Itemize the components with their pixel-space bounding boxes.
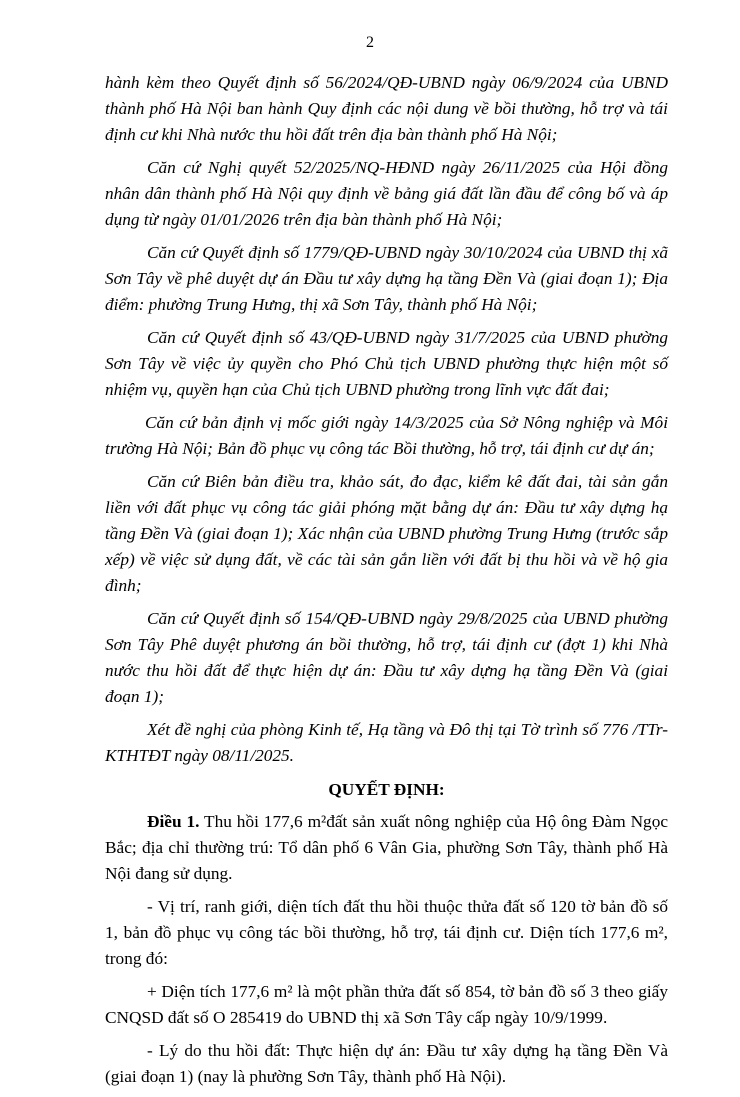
article-1-label: Điều 1. [147,812,200,831]
basis-paragraph-boundary-map: Căn cứ bản định vị mốc giới ngày 14/3/2025 của Sở Nông nghiệp và Môi trường Hà Nội; Bản đồ phục vụ công tác Bồi thường, hỗ trợ, tái định cư dự án; [105,413,668,458]
basis-paragraph-decision-43: Căn cứ Quyết định số 43/QĐ-UBND ngày 31/7/2025 của UBND phường Sơn Tây về việc ủy quyền cho Phó Chủ tịch UBND phường thực hiện một số nhiệm vụ, quyền hạn của Chủ tịch UBND phường trong lĩnh vực đất đai; [105,328,668,399]
article-1-text: Thu hồi 177,6 m²đất sản xuất nông nghiệp của Hộ ông Đàm Ngọc Bắc; địa chỉ thường trú: Tổ dân phố 6 Vân Gia, phường Sơn Tây, thành phố Hà Nội đang sử dụng. [105,812,669,883]
detail-reason: - Lý do thu hồi đất: Thực hiện dự án: Đầu tư xây dựng hạ tầng Đền Và (giai đoạn 1) (nay là phường Sơn Tây, thành phố Hà Nội). [105,1041,668,1086]
detail-location: - Vị trí, ranh giới, diện tích đất thu hồi thuộc thửa đất số 120 tờ bản đồ số 1, bản đồ phục vụ công tác bồi thường, hỗ trợ, tái định cư. Diện tích 177,6 m², trong đó: [105,897,668,968]
decision-heading: QUYẾT ĐỊNH: [328,780,445,799]
document-body [105,70,668,1097]
basis-paragraph-decision-1779: Căn cứ Quyết định số 1779/QĐ-UBND ngày 30/10/2024 của UBND thị xã Sơn Tây về phê duyệt dự án Đầu tư xây dựng hạ tầng Đền Và (giai đoạn 1); Địa điểm: phường Trung Hưng, thị xã Sơn Tây, thành phố Hà Nội; [105,243,668,314]
detail-area: + Diện tích 177,6 m² là một phần thửa đất số 854, tờ bản đồ số 3 theo giấy CNQSD đất số O 285419 do UBND thị xã Sơn Tây cấp ngày 10/9/1999. [105,982,668,1027]
page-number: 2 [366,34,374,51]
basis-paragraph-continuation: hành kèm theo Quyết định số 56/2024/QĐ-UBND ngày 06/9/2024 của UBND thành phố Hà Nội ban hành Quy định các nội dung về bồi thường, hỗ trợ và tái định cư khi Nhà nước thu hồi đất trên địa bàn thành phố Hà Nội; [105,73,668,144]
basis-paragraph-survey-record: Căn cứ Biên bản điều tra, khảo sát, đo đạc, kiểm kê đất đai, tài sản gắn liền với đất phục vụ công tác giải phóng mặt bằng dự án: Đầu tư xây dựng hạ tầng Đền Và (giai đoạn 1); Xác nhận của UBND phường Trung Hưng (trước sắp xếp) về việc sử dụng đất, về các tài sản gắn liền với đất bị thu hồi và về hộ gia đình; [105,472,668,595]
basis-paragraph-resolution-52: Căn cứ Nghị quyết 52/2025/NQ-HĐND ngày 26/11/2025 của Hội đồng nhân dân thành phố Hà Nội quy định về bảng giá đất lần đầu để công bố và áp dụng từ ngày 01/01/2026 trên địa bàn thành phố Hà Nội; [105,158,668,229]
basis-paragraph-decision-154: Căn cứ Quyết định số 154/QĐ-UBND ngày 29/8/2025 của UBND phường Sơn Tây Phê duyệt phương án bồi thường, hỗ trợ, tái định cư (đợt 1) khi Nhà nước thu hồi đất để thực hiện dự án: Đầu tư xây dựng hạ tầng Đền Và (giai đoạn 1); [105,609,668,706]
article-1 [105,809,668,887]
proposal-paragraph: Xét đề nghị của phòng Kinh tế, Hạ tầng và Đô thị tại Tờ trình số 776 /TTr-KTHTĐT ngày 08/11/2025. [105,720,668,765]
